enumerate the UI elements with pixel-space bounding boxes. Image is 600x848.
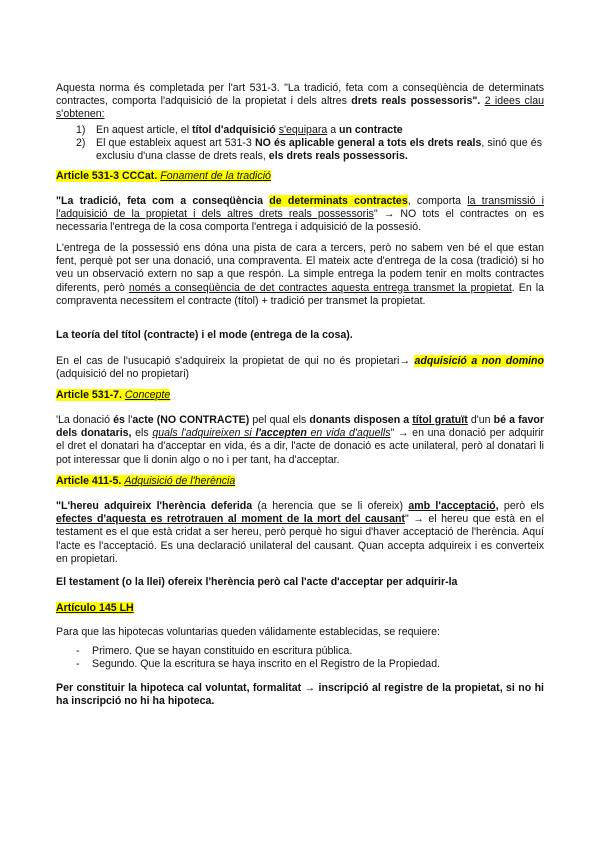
- paragraph: [56, 500, 544, 566]
- intro-text: Aquesta norma és completada per l'art 531-3. "La tradició, feta com a conseqüència de determinats contractes, comporta l'adquisició de la propietat i dels altres: [56, 82, 544, 108]
- heading-title: Artículo 145 LH: [56, 602, 134, 614]
- p5-italic-underline: en vida d'aquells: [306, 427, 391, 440]
- paragraph: [56, 414, 544, 467]
- p5-text: pel qual els: [249, 414, 310, 426]
- p6-bold: "L'hereu adquireix l'herència deferida: [56, 500, 253, 512]
- p5-text: l': [124, 414, 133, 426]
- paragraph: [56, 195, 544, 235]
- p1-text: " → NO tots el contractes on es necessaria l'entrega de la cosa comporta l'entrega i adquisició de la possesió.: [56, 208, 544, 234]
- list-text: Segundo. Que la escritura se haya inscrito en el Registro de la Propiedad.: [92, 658, 441, 670]
- list-text-bold: els drets reals possessoris.: [268, 150, 408, 163]
- list-text-underline: s'equipara: [278, 124, 328, 136]
- heading-highlight: [56, 389, 170, 401]
- article-heading: [56, 170, 271, 183]
- intro-underline: 2 idees clau s'obtenen:: [56, 95, 544, 121]
- heading-highlight: [56, 170, 271, 182]
- p6-text: " → el hereu que està en el testament es el que està cridat a ser hereu, però perquè ho sigui d'haver acceptació de l'herència. Aquí l'acte es l'acceptació. Es una declaració unilateral del causant. Quan accepta adquireix i es converteix en propietari.: [56, 513, 545, 565]
- paragraph: Para que las hipotecas voluntarias queden válidamente establecidas, se requiere:: [56, 626, 440, 638]
- list-text-part: En aquest article, el: [96, 124, 192, 136]
- list-dash: -: [76, 645, 80, 657]
- p2-underline: només a conseqüència de det contractes aquesta entrega transmet la propietat: [128, 281, 512, 294]
- p1-highlight: de determinats contractes: [269, 195, 408, 207]
- p5-text: els: [131, 427, 153, 440]
- list-number: 2): [76, 137, 86, 149]
- article-heading: [56, 475, 235, 488]
- p6-bold-underline: amb l'acceptació,: [408, 500, 499, 512]
- p5-bold-underline: títol gratuït: [412, 414, 468, 426]
- list-text-bold: un contracte: [339, 124, 403, 136]
- list-text-bold: títol d'adquisició: [192, 124, 276, 136]
- heading-subtitle: Fonament de la tradició: [160, 170, 271, 182]
- p6-text: però els: [498, 500, 544, 512]
- list-dash: -: [76, 658, 80, 670]
- list-text-bold: NO és aplicable general a tots els drets reals: [254, 137, 482, 149]
- paragraph-bold: Per constituir la hipoteca cal voluntat, formalitat → inscripció al registre de la propietat, si no hi ha inscripció no hi ha hipoteca.: [56, 682, 544, 708]
- p5-bold: és: [113, 414, 125, 426]
- p5-italic-underline: quals l'adquireixen si: [152, 427, 256, 440]
- heading-title: Article 531-3 CCCat.: [56, 170, 158, 182]
- p4-highlight: adquisició a non domino: [414, 355, 544, 367]
- list-text: Primero. Que se hayan constituido en escritura pública.: [92, 645, 353, 657]
- p5-bold: acte (NO CONTRACTE): [132, 414, 250, 426]
- intro-paragraph: [56, 82, 544, 122]
- heading-highlight: [56, 475, 235, 487]
- p5-text: " → en una donació per adquirir el dret el donatari ha d'acceptar en vida, és a dir, l'acte de donació es acte unilateral, però al donatari li pot interessar que li donin algo o no i per tant, ha d'acceptar.: [56, 427, 544, 466]
- p5-text: d'un: [467, 414, 494, 426]
- p1-text: , comporta: [407, 195, 468, 207]
- article-heading: [56, 389, 170, 402]
- intro-bold: drets reals possessoris".: [351, 95, 481, 108]
- p2-text: . En la compraventa necessitem el contracte (títol) + tradició per transmet la propietat.: [56, 281, 544, 307]
- p2-text: L'entrega de la possessió ens dóna una pista de cara a tercers, però no sabem ven bé el que estan fent, perquè pot ser una donació, una compraventa. El mateix acte d'entrega de la cosa (tradició) si ho veu un observació extern no sap a que respón. La simple entrega la podem tenir en molts contractes diferents, però: [56, 242, 544, 294]
- list-text-part: , sinó que és exclusiu d'una classe de drets reals,: [96, 137, 542, 163]
- list-text-part: El que estableix aquest art 531-3: [96, 137, 255, 149]
- list-text: [96, 124, 542, 137]
- p5-bold: bé a favor dels donataris,: [56, 414, 544, 440]
- p6-bold-underline: efectes d'aquesta es retrotrauen al moment de la mort del causant: [56, 513, 406, 526]
- list-number: 1): [76, 124, 86, 136]
- list-text: [96, 137, 542, 163]
- article-heading: [56, 602, 134, 615]
- heading-subtitle: Adquisició de l'herència: [124, 475, 236, 487]
- paragraph: [56, 355, 544, 381]
- list-text-part: a: [327, 124, 340, 136]
- paragraph: [56, 242, 544, 308]
- p4-text: (adquisició del no propietari): [56, 368, 190, 381]
- p5-text: 'La donació: [56, 414, 114, 426]
- paragraph-bold: El testament (o la llei) ofereix l'herència però cal l'acte d'acceptar per adquirir-la: [56, 576, 458, 588]
- heading-title: Article 531-7.: [56, 389, 122, 401]
- p1-bold: "La tradició, feta com a conseqüència: [56, 195, 270, 207]
- p4-text: En el cas de l'usucapió s'adquireix la propietat de qui no és propietari→: [56, 355, 415, 367]
- p6-text: (a herencia que se li ofereix): [252, 500, 409, 512]
- heading-subtitle: Concepte: [124, 389, 171, 401]
- p5-bold-italic: l'accepten: [255, 427, 307, 440]
- p1-underline: la transmissió i l'adquisició de la propietat i dels altres drets reals possessoris: [56, 195, 544, 221]
- paragraph-bold: La teoría del títol (contracte) i el mode (entrega de la cosa).: [56, 329, 353, 341]
- heading-title: Article 411-5.: [56, 475, 122, 487]
- heading-highlight: [56, 602, 134, 614]
- p5-bold: donants disposen a: [309, 414, 413, 426]
